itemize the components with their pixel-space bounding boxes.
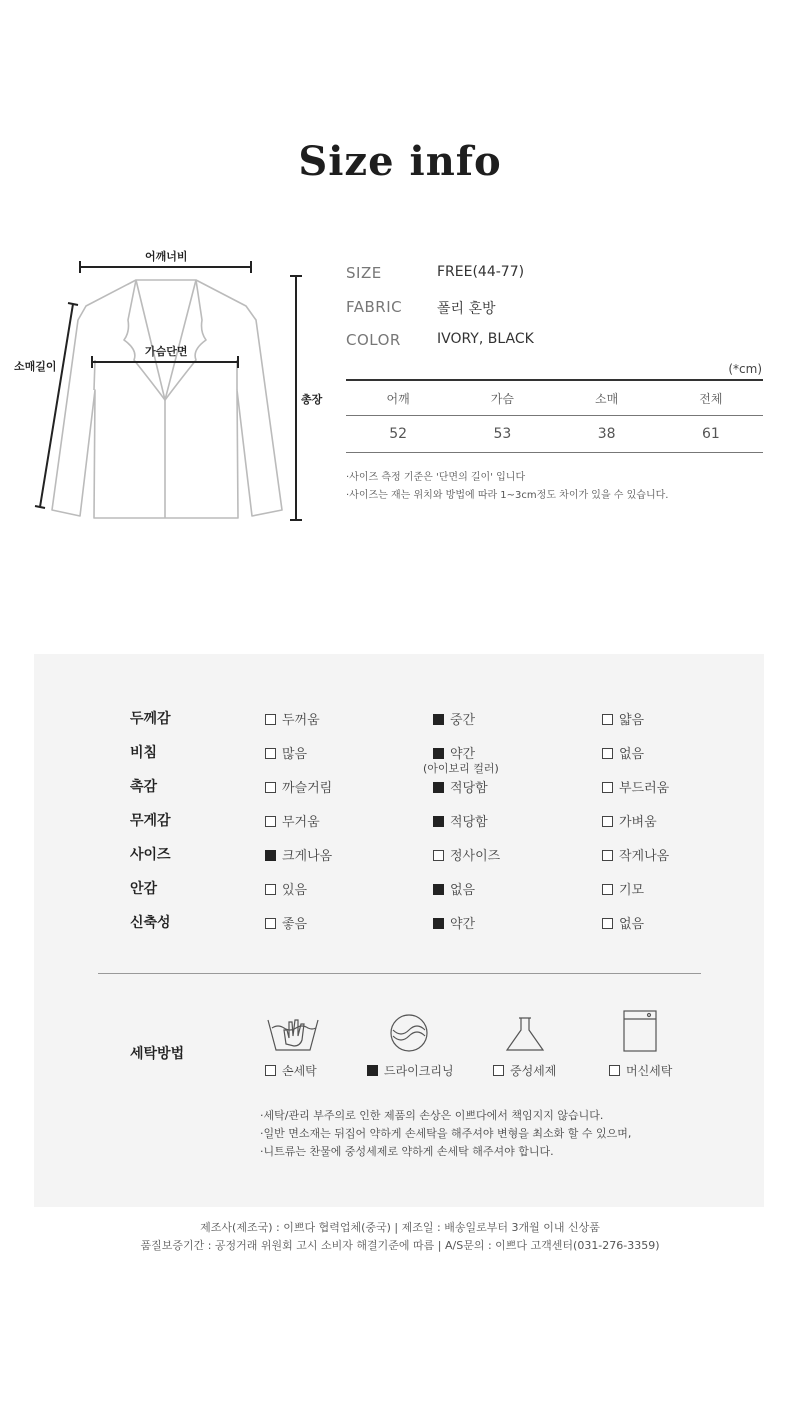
wash-option-label: 머신세탁 <box>626 1064 673 1078</box>
property-option[interactable] <box>433 845 500 864</box>
checkbox-checked[interactable] <box>433 816 444 827</box>
property-option-label: 있음 <box>282 883 308 898</box>
property-option[interactable] <box>265 811 320 830</box>
property-option[interactable] <box>433 811 488 830</box>
table-header: 전체 <box>659 380 763 416</box>
checkbox-unchecked[interactable] <box>609 1065 620 1076</box>
property-option-label: 얇음 <box>619 713 645 728</box>
checkbox-checked[interactable] <box>265 850 276 861</box>
care-note: ·세탁/관리 부주의로 인한 제품의 손상은 이쁘다에서 책임지지 않습니다. <box>260 1109 604 1122</box>
checkbox-unchecked[interactable] <box>602 816 613 827</box>
checkbox-unchecked[interactable] <box>602 884 613 895</box>
checkbox-unchecked[interactable] <box>602 748 613 759</box>
property-option[interactable] <box>265 845 332 864</box>
garment-diagram <box>0 240 330 540</box>
footer-line: 제조사(제조국) : 이쁘다 협력업체(중국) | 제조일 : 배송일로부터 3개월 이내 신상품 <box>200 1221 600 1234</box>
property-option-label: 많음 <box>282 747 308 762</box>
checkbox-unchecked[interactable] <box>602 714 613 725</box>
property-option[interactable] <box>433 777 488 796</box>
care-note: ·니트류는 찬물에 중성세제로 약하게 손세탁 해주셔야 합니다. <box>260 1145 554 1158</box>
checkbox-checked[interactable] <box>433 748 444 759</box>
property-option-label: 적당함 <box>450 815 488 830</box>
checkbox-unchecked[interactable] <box>433 850 444 861</box>
washing-machine-icon <box>622 1009 658 1053</box>
checkbox-unchecked[interactable] <box>265 918 276 929</box>
property-label: 촉감 <box>130 779 158 795</box>
wash-option-dry[interactable] <box>367 1062 454 1079</box>
wash-option-label: 손세탁 <box>282 1064 317 1078</box>
property-option-label: 가벼움 <box>619 815 657 830</box>
property-option-label: 없음 <box>619 747 645 762</box>
table-header: 소매 <box>555 380 659 416</box>
checkbox-unchecked[interactable] <box>265 1065 276 1076</box>
property-option[interactable] <box>602 879 644 898</box>
property-option[interactable] <box>433 913 475 932</box>
jacket-illustration <box>0 240 330 540</box>
checkbox-unchecked[interactable] <box>602 850 613 861</box>
property-option[interactable] <box>602 743 644 762</box>
property-option[interactable] <box>602 777 669 796</box>
property-option[interactable] <box>265 743 307 762</box>
footer-line: 품질보증기간 : 공정거래 위원회 고시 소비자 해결기준에 따름 | A/S문의 : 이쁘다 고객센터(031-276-3359) <box>140 1239 660 1252</box>
property-option-label: 부드러움 <box>619 781 670 796</box>
property-option-label: 까슬거림 <box>282 781 333 796</box>
checkbox-checked[interactable] <box>367 1065 378 1076</box>
measure-note: ·사이즈는 재는 위치와 방법에 따라 1~3cm정도 차이가 있을 수 있습니다. <box>346 490 669 501</box>
spec-value-size: FREE(44-77) <box>437 264 525 280</box>
checkbox-unchecked[interactable] <box>265 816 276 827</box>
table-cell: 52 <box>346 416 450 453</box>
property-option-label: 두꺼움 <box>282 713 320 728</box>
property-label: 무게감 <box>130 813 171 829</box>
checkbox-checked[interactable] <box>433 884 444 895</box>
checkbox-unchecked[interactable] <box>265 884 276 895</box>
property-option-label: 약간 <box>450 917 476 932</box>
dry-clean-icon <box>388 1012 430 1054</box>
checkbox-unchecked[interactable] <box>602 782 613 793</box>
property-option[interactable] <box>602 709 644 728</box>
spec-key-color: COLOR <box>346 331 401 349</box>
property-label: 비침 <box>130 745 158 761</box>
table-cell: 38 <box>555 416 659 453</box>
checkbox-unchecked[interactable] <box>265 714 276 725</box>
property-option-label: 무거움 <box>282 815 320 830</box>
property-option-label: 없음 <box>619 917 645 932</box>
hand-wash-icon <box>266 1014 320 1054</box>
property-label: 신축성 <box>130 915 171 931</box>
checkbox-checked[interactable] <box>433 714 444 725</box>
property-option[interactable] <box>265 913 307 932</box>
checkbox-checked[interactable] <box>433 918 444 929</box>
checkbox-unchecked[interactable] <box>493 1065 504 1076</box>
property-option[interactable] <box>602 913 644 932</box>
property-note: (아이보리 컬러) <box>423 762 499 775</box>
checkbox-checked[interactable] <box>433 782 444 793</box>
checkbox-unchecked[interactable] <box>602 918 613 929</box>
wash-option-label: 중성세제 <box>510 1064 557 1078</box>
table-header: 가슴 <box>450 380 554 416</box>
property-option[interactable] <box>602 811 657 830</box>
wash-option-label: 드라이크리닝 <box>384 1064 454 1078</box>
wash-option-machine[interactable] <box>609 1062 672 1079</box>
measure-note: ·사이즈 측정 기준은 '단면의 길이' 입니다 <box>346 472 526 483</box>
neutral-detergent-icon <box>503 1014 547 1054</box>
property-option-label: 중간 <box>450 713 476 728</box>
unit-label: (*cm) <box>728 362 762 376</box>
property-option-label: 기모 <box>619 883 645 898</box>
table-cell: 61 <box>659 416 763 453</box>
page-title: Size info <box>298 138 502 185</box>
property-option[interactable] <box>433 879 475 898</box>
property-option-label: 정사이즈 <box>450 849 501 864</box>
property-option-label: 작게나옴 <box>619 849 670 864</box>
table-cell: 53 <box>450 416 554 453</box>
chest-label: 가슴단면 <box>145 345 188 358</box>
shoulder-label: 어깨너비 <box>145 250 188 263</box>
spec-key-fabric: FABRIC <box>346 298 403 316</box>
property-option-label: 약간 <box>450 747 476 762</box>
washing-label: 세탁방법 <box>130 1046 185 1062</box>
table-header-row <box>346 380 763 416</box>
table-header: 어깨 <box>346 380 450 416</box>
total-length-label: 총장 <box>301 393 323 406</box>
property-label: 사이즈 <box>130 847 171 863</box>
property-option[interactable] <box>602 845 669 864</box>
property-option-label: 없음 <box>450 883 476 898</box>
size-table <box>346 379 763 453</box>
property-label: 두께감 <box>130 711 171 727</box>
wash-option-hand[interactable] <box>265 1062 317 1079</box>
spec-value-color: IVORY, BLACK <box>437 331 534 347</box>
checkbox-unchecked[interactable] <box>265 782 276 793</box>
sleeve-label: 소매길이 <box>14 360 57 373</box>
checkbox-unchecked[interactable] <box>265 748 276 759</box>
property-label: 안감 <box>130 881 158 897</box>
property-option[interactable] <box>433 709 475 728</box>
property-option-label: 크게나옴 <box>282 849 333 864</box>
property-option[interactable] <box>265 709 320 728</box>
property-option[interactable] <box>265 777 332 796</box>
property-option-label: 적당함 <box>450 781 488 796</box>
divider <box>98 973 701 974</box>
property-option-label: 좋음 <box>282 917 308 932</box>
spec-key-size: SIZE <box>346 264 382 282</box>
spec-value-fabric: 폴리 혼방 <box>437 301 496 317</box>
care-note: ·일반 면소재는 뒤집어 약하게 손세탁을 해주셔야 변형을 최소화 할 수 있으며, <box>260 1127 632 1140</box>
wash-option-neutral[interactable] <box>493 1062 556 1079</box>
property-option[interactable] <box>265 879 307 898</box>
table-row <box>346 416 763 453</box>
